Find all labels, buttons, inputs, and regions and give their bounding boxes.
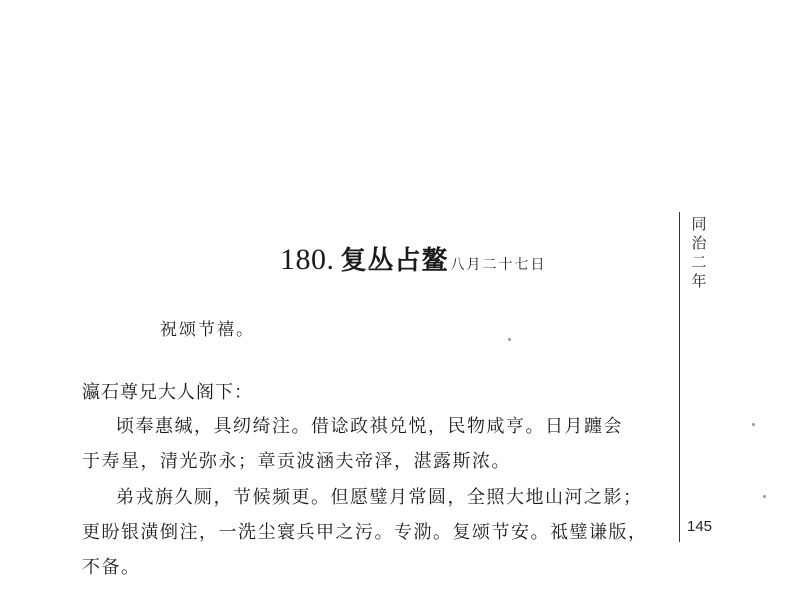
running-head-char: 治 (691, 234, 707, 252)
scan-speck (763, 495, 766, 498)
body-line: 更盼银潢倒注，一洗尘寰兵甲之污。专泐。复颂节安。祗璧谦版， (82, 522, 648, 543)
page-number: 145 (687, 518, 713, 535)
running-head (690, 215, 708, 291)
running-head-char: 二 (691, 253, 707, 271)
letter-heading (280, 240, 547, 277)
running-head-char: 年 (691, 272, 707, 290)
letter-number: 180. (280, 243, 335, 276)
body-line: 顷奉惠缄，具纫绮注。借谂政祺兑悦，民物咸亨。日月躔会 (116, 416, 623, 437)
body-line: 不备。 (82, 557, 141, 578)
salutation: 瀛石尊兄大人阁下： (82, 382, 253, 403)
margin-rule (679, 212, 680, 542)
scan-speck (752, 423, 755, 426)
intro-line: 祝颂节禧。 (160, 320, 255, 340)
letter-title: 复丛占鳌 (340, 246, 449, 276)
body-line: 弟戎旃久厕，节候频更。但愿璧月常圆，全照大地山河之影； (116, 487, 643, 508)
running-head-char: 同 (691, 215, 707, 233)
letter-date: 八月二十七日 (450, 257, 547, 273)
scan-speck (508, 338, 511, 341)
body-line: 于寿星，清光弥永；章贡波涵夫帝泽，湛露斯浓。 (82, 451, 511, 472)
